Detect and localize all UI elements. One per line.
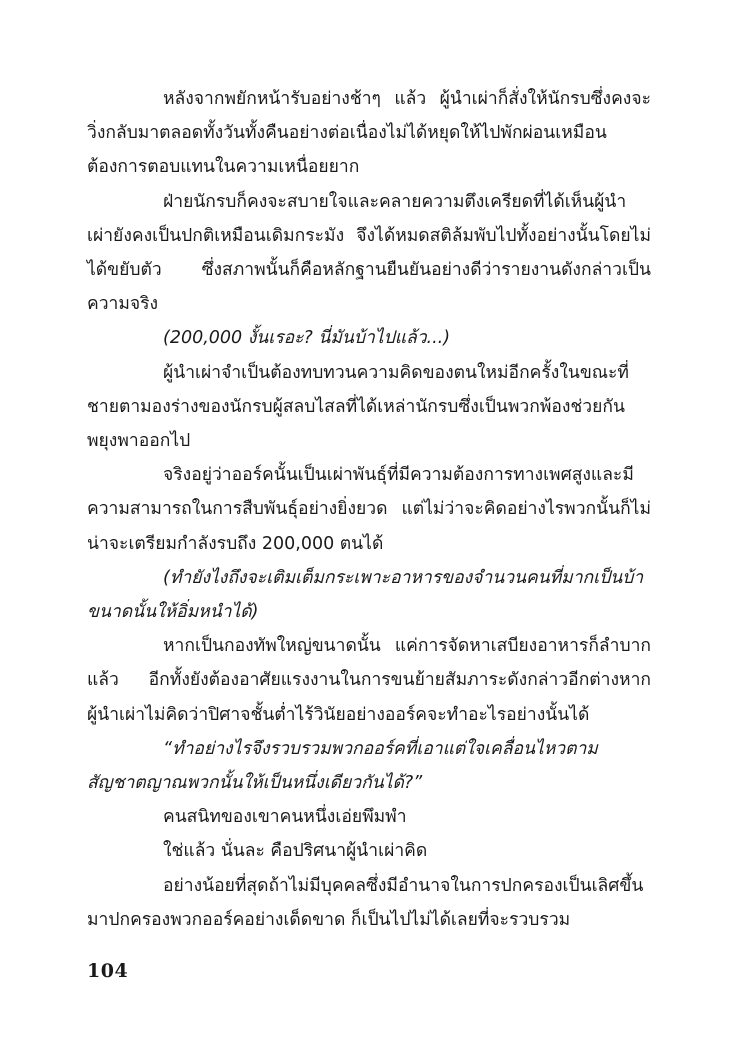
paragraph-6-thought: (ทำยังไงถึงจะเติมเต็มกระเพาะอาหารของจำนวนคนที่มากเป็นบ้าขนาดนั้นให้อิ่มหนำได้) [87,567,644,623]
paragraph-3-thought: (200,000 งั้นเรอะ? นี่มันบ้าไปแล้ว...) [163,328,451,349]
paragraph-4: ผู้นำเผ่าจำเป็นต้องทบทวนความคิดของตนใหม่อีกครั้งในขณะที่ชายตามองร่างของนักรบผู้สลบไสลที่ได้เหล่านักรบซึ่งเป็นพวกพ้องช่วยกันพยุงพาออกไป [87,362,629,452]
paragraph-8-dialogue: “ทำอย่างไรจึงรวบรวมพวกออร์คที่เอาแต่ใจเคลื่อนไหวตามสัญชาตญาณพวกนั้นให้เป็นหนึ่งเดียวกันได้?” [87,738,598,794]
paragraph-10: ใช่แล้ว นั่นละ คือปริศนาผู้นำเผ่าคิด [163,841,428,862]
page-number: 104 [87,960,129,982]
paragraph-7: หากเป็นกองทัพใหญ่ขนาดนั้น แค่การจัดหาเสบียงอาหารก็ลำบากแล้ว อีกทั้งยังต้องอาศัยแรงงานในการขนย้ายสัมภาระดังกล่าวอีกต่างหาก ผู้นำเผ่าไม่คิดว่าปิศาจชั้นต่ำไร้วินัยอย่างออร์คจะทำอะไรอย่างนั้นได้ [87,636,651,725]
paragraph-5: จริงอยู่ว่าออร์คนั้นเป็นเผ่าพันธุ์ที่มีความต้องการทางเพศสูงและมีความสามารถในการสืบพันธุ์อย่างยิ่งยวด แต่ไม่ว่าจะคิดอย่างไรพวกนั้นก็ไม่น่าจะเตรียมกำลังรบถึง 200,000 ตนได้ [87,465,651,554]
body-text [87,82,651,937]
paragraph-11: อย่างน้อยที่สุดถ้าไม่มีบุคคลซึ่งมีอำนาจในการปกครองเป็นเลิศขึ้นมาปกครองพวกออร์คอย่างเด็ดขาด ก็เป็นไปไม่ได้เลยที่จะรวบรวม [87,875,644,930]
paragraph-1: หลังจากพยักหน้ารับอย่างช้าๆ แล้ว ผู้นำเผ่าก็สั่งให้นักรบซึ่งคงจะวิ่งกลับมาตลอดทั้งวันทั้งคืนอย่างต่อเนื่องไม่ได้หยุดให้ไปพักผ่อนเหมือนต้องการตอบแทนในความเหนื่อยยาก [87,89,651,178]
paragraph-2: ฝ่ายนักรบก็คงจะสบายใจและคลายความตึงเครียดที่ได้เห็นผู้นำเผ่ายังคงเป็นปกติเหมือนเดิมกระมัง จึงได้หมดสติล้มพับไปทั้งอย่างนั้นโดยไม่ได้ขยับตัว ซึ่งสภาพนั้นก็คือหลักฐานยืนยันอย่างดีว่ารายงานดังกล่าวเป็นความจริง [87,191,651,315]
paragraph-9: คนสนิทของเขาคนหนึ่งเอ่ยพึมพำ [163,807,407,828]
